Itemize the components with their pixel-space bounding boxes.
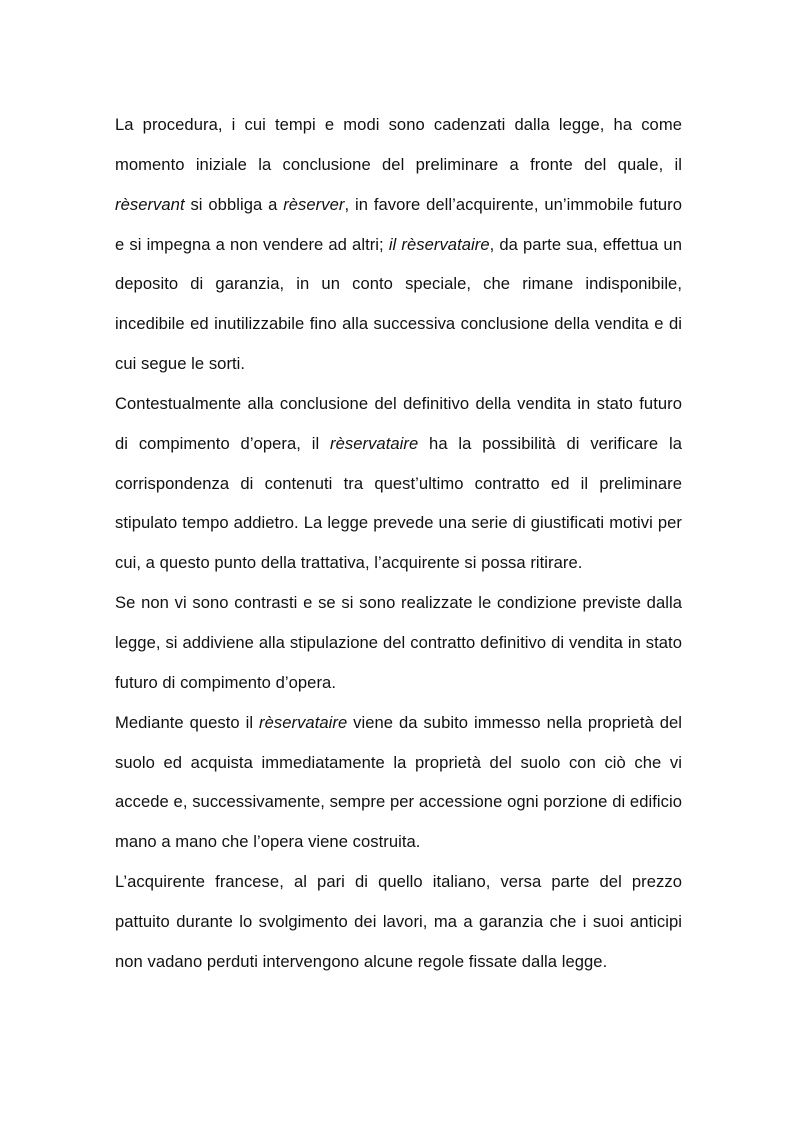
paragraph-5 <box>115 862 682 982</box>
paragraph-text: si obbliga a <box>184 194 284 214</box>
paragraph-1 <box>115 105 682 384</box>
italic-term: rèservant <box>115 194 185 214</box>
italic-term: rèservataire <box>330 433 419 453</box>
paragraph-text: , in favore dell’acquirente, un’immobile futuro e si impegna a non vendere ad altri; <box>115 194 682 254</box>
paragraph-3 <box>115 583 682 703</box>
paragraph-text: La procedura, i cui tempi e modi sono cadenzati dalla legge, ha come momento iniziale la conclusione del preliminare a fronte del quale, il <box>115 115 682 174</box>
paragraph-text: L’acquirente francese, al pari di quello italiano, versa parte del prezzo pattuito durante lo svolgimento dei lavori, ma a garanzia che i suoi anticipi non vadano perduti intervengono alcune regole fissate dalla legge. <box>115 872 682 971</box>
italic-term: il rèservataire <box>388 234 490 254</box>
paragraph-text: Mediante questo il <box>115 712 260 732</box>
paragraph-text: Se non vi sono contrasti e se si sono realizzate le condizione previste dalla legge, si addiviene alla stipulazione del contratto definitivo di vendita in stato futuro di compimento d’opera. <box>115 593 682 692</box>
paragraph-text: , da parte sua, effettua un deposito di garanzia, in un conto speciale, che rimane indisponibile, incedibile ed inutilizzabile fino alla successiva conclusione della vendita e di cui segue le sorti. <box>115 234 682 374</box>
italic-term: rèservataire <box>259 712 348 732</box>
paragraph-text: Contestualmente alla conclusione del definitivo della vendita in stato futuro di compimento d’opera, il <box>115 393 682 453</box>
paragraph-2 <box>115 384 682 583</box>
paragraph-4 <box>115 703 682 862</box>
document-page <box>115 105 682 982</box>
paragraph-text: viene da subito immesso nella proprietà del suolo ed acquista immediatamente la proprietà del suolo con ciò che vi accede e, successivamente, sempre per accessione ogni porzione di edificio mano a mano che l’opera viene costruita. <box>115 712 682 852</box>
italic-term: rèserver <box>283 194 345 214</box>
paragraph-text: ha la possibilità di verificare la corrispondenza di contenuti tra quest’ultimo contratto ed il preliminare stipulato tempo addietro. La legge prevede una serie di giustificati motivi per cui, a questo punto della trattativa, l’acquirente si possa ritirare. <box>115 433 682 573</box>
